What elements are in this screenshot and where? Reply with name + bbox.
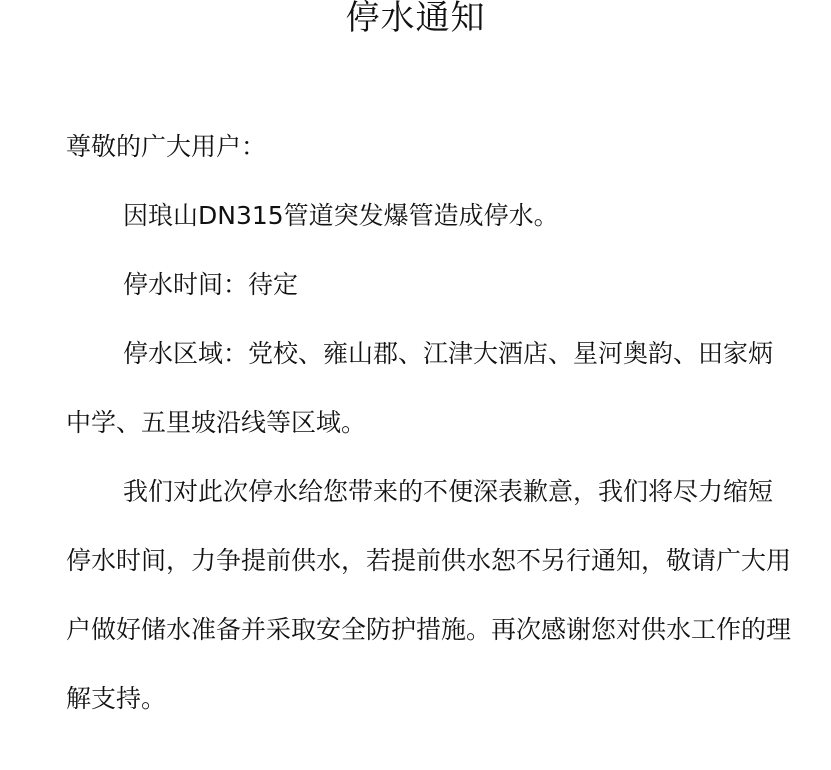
- salutation: 尊敬的广大用户：: [66, 132, 267, 161]
- apology-paragraph: 我们对此次停水给您带来的不便深表歉意，我们将尽力缩短停水时间，力争提前供水，若提前供水恕不另行通知，敬请广大用户做好储水准备并采取安全防护措施。再次感谢您对供水工作的理解支持。: [66, 477, 792, 713]
- cause-paragraph: 因琅山DN315管道突发爆管造成停水。: [123, 201, 559, 230]
- outage-area: 停水区域：党校、雍山郡、江津大酒店、星河奥韵、田家炳中学、五里坡沿线等区域。: [66, 339, 774, 437]
- outage-time: 停水时间：待定: [123, 270, 299, 299]
- notice-body: [66, 112, 796, 733]
- notice-title: 停水通知: [345, 0, 486, 38]
